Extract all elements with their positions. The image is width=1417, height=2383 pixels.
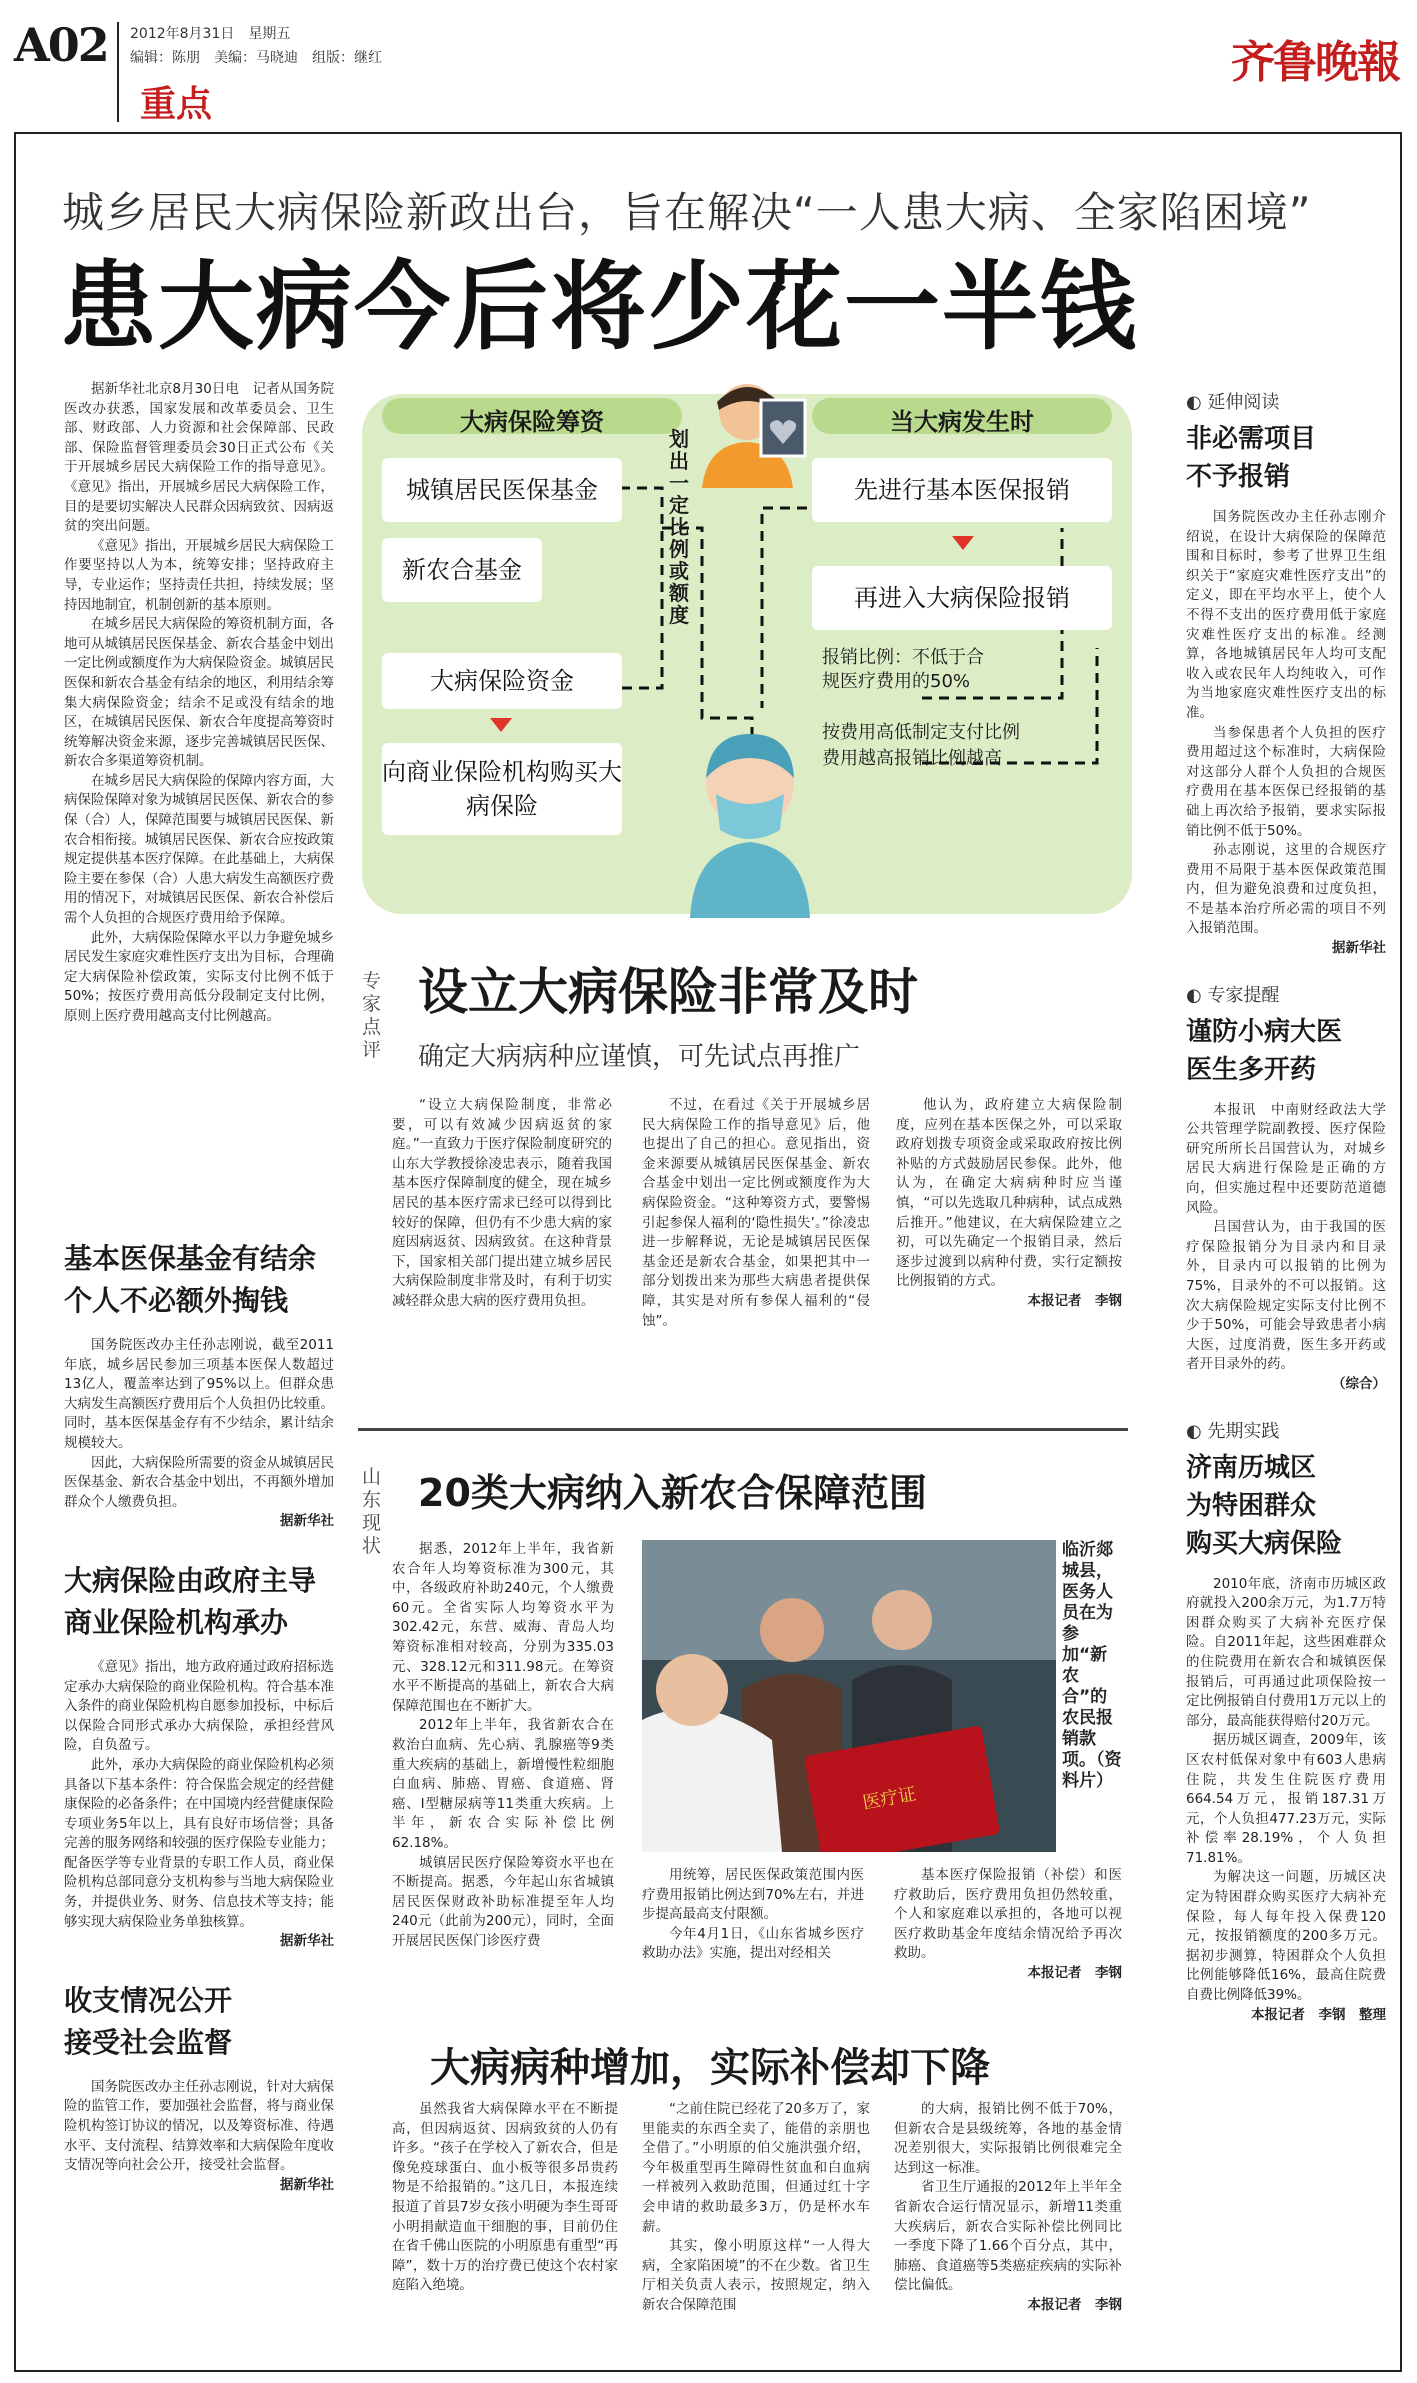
- heading-line: 基本医保基金有结余: [64, 1242, 317, 1275]
- source-credit: 据新华社: [280, 1513, 334, 1530]
- lead-paragraph: 在城乡居民大病保险的筹资机制方面，各地可从城镇居民医保基金、新农合基金中划出一定比例或额度作为大病保险资金。城镇居民医保和新农合基金有结余的地区，利用结余筹集大病保险资金；结余不足或没有结余的地区，在城镇居民医保、新农合年度提高筹资时统筹解决资金来源，逐步完善城镇居民医保、新农合多渠道筹资机制。: [64, 616, 334, 770]
- sidebar-tag: [1186, 981, 1386, 1007]
- diagram-right-title: 当大病发生时: [890, 408, 1034, 436]
- main-headline: 患大病今后将少花一半钱: [60, 251, 1138, 363]
- header-divider: [117, 22, 119, 122]
- subarticle-body: [64, 1658, 334, 1952]
- staff-line: 编辑：陈朋 美编：马晓迪 组版：继红: [130, 50, 382, 66]
- expert-title: 设立大病保险非常及时: [418, 963, 918, 1021]
- divider: [358, 1428, 1128, 1431]
- shandong-col3: 基本医疗保险报销（补偿）和医疗救助后，医疗费用负担仍然较重，个人和家庭难以承担的，各地可以视医疗救助基金年度结余情况给予再次救助。 本报记者 李钢: [894, 1866, 1122, 1984]
- left-column: [64, 1238, 334, 2223]
- subarticle-body: [64, 1336, 334, 1532]
- paragraph: 据历城区调查，2009年，该区农村低保对象中有603人患病住院，共发生住院医疗费用664.54万元，报销187.31万元，个人负担477.23万元，实际补偿率28.19%，个人负担71.81%。: [1186, 1732, 1386, 1866]
- sidebar-heading: [1186, 1449, 1386, 1563]
- paragraph: 《意见》指出，地方政府通过政府招标选定承办大病保险的商业保险机构。符合基本准入条件的商业保险机构自愿参加投标，中标后以保险合同形式承办大病保险，承担经营风险，自负盈亏。: [64, 1658, 334, 1754]
- source-credit: 据新华社: [280, 2176, 334, 2193]
- left-subarticle: [64, 1980, 334, 2196]
- heading-line: 为特困群众: [1186, 1490, 1317, 1521]
- expert-col3: 他认为，政府建立大病保险制度，应列在基本医保之外，可以采取政府划拨专项资金或采取政府按比例补贴的方式鼓励居民参保。此外，他认为，在确定大病病种时应当谨慎，“可以先选取几种病种，试点成熟后推开。”他建议，在大病保险建立之初，可以先确定一个报销目录，然后逐步过渡到以病种付费，实行定额按比例报销的方式。 本报记者 李钢: [896, 1096, 1122, 1312]
- byline: 本报记者 李钢: [1027, 1964, 1122, 1981]
- fund-urban-box: 城镇居民医保基金: [382, 458, 622, 522]
- left-subarticle: [64, 1560, 334, 1952]
- sidebar-body: [1186, 508, 1386, 959]
- doctor-icon: [680, 718, 820, 918]
- sidebar-body: [1186, 1575, 1386, 2026]
- lead-paragraph: 在城乡居民大病保险的保障内容方面，大病保险保障对象为城镇居民医保、新农合的参保（合）人，保障范围要与城镇居民医保、新农合相衔接。城镇居民医保、新农合应按政策规定提供基本医疗保障。在此基础上，大病保险主要在参保（合）人患大病发生高额医疗费用的情况下，对城镇居民医保、新农合补偿后需个人负担的合规医疗费用给予保障。: [64, 772, 334, 927]
- photo-image: [642, 1540, 1056, 1852]
- photo-caption: 临沂郯城县，医务人员在为参加“新农合”的农民报销款项。（资料片）: [1062, 1540, 1122, 1791]
- byline: 本报记者 李钢 整理: [1251, 2006, 1386, 2023]
- right-subarticle: [1186, 1417, 1386, 2026]
- ratio-note: 报销比例：不低于合规医疗费用的50%: [822, 647, 984, 692]
- paragraph: 2010年底，济南市历城区政府就投入200余万元，为1.7万特困群众购买了大病补充医疗保险。自2011年起，这些困难群众的住院费用在新农合和城镇医保报销后，可再通过此项保险按一定比例报销自付费用1万元以上的部分，最高能获得赔付20万元。: [1186, 1575, 1386, 1729]
- sidebar-heading: [1186, 1013, 1386, 1089]
- person-icon: [697, 380, 807, 490]
- expert-col1: “设立大病保险制度，非常必要，可以有效减少因病返贫的家庭。”一直致力于医疗保险制度研究的山东大学教授徐凌忠表示，随着我国基本医疗保障制度的健全，现在城乡居民的基本医疗需求已经可以得到比较好的保障，但仍有不少患大病的家庭因病返贫、因病致贫。在这种背景下，国家相关部门提出建立城乡居民大病保险制度非常及时，有利于切实减轻群众患大病的医疗费用负担。: [392, 1097, 612, 1309]
- half-circle-icon: ◐: [1186, 1420, 1208, 1442]
- date-line: 2012年8月31日 星期五: [130, 26, 291, 42]
- heading-line: 医生多开药: [1186, 1054, 1317, 1085]
- page-number: A02: [14, 18, 108, 72]
- heading-line: 收支情况公开: [64, 1983, 233, 2017]
- heading-line: 大病保险由政府主导: [64, 1563, 317, 1597]
- paragraph: 此外，承办大病保险的商业保险机构必须具备以下基本条件：符合保监会规定的经营健康保险的必备条件；在中国境内经营健康保险专项业务5年以上，具有良好市场信誉；具备完善的服务网络和较强的医疗保险专业能力；配备医学等专业背景的专职工作人员，商业保险机构总部同意分支机构参与当地大病保险业务，并提供业务、财务、信息技术等支持；能够实现大病保险业务单独核算。: [64, 1756, 334, 1930]
- source-credit: （综合）: [1332, 1375, 1386, 1392]
- half-circle-icon: ◐: [1186, 392, 1208, 413]
- right-column: [1186, 388, 1386, 2047]
- sidebar-tag: [1186, 1417, 1386, 1443]
- heading-line: 非必需项目: [1186, 424, 1317, 454]
- paragraph: 国务院医改办主任孙志刚介绍说，在设计大病保险的保障范围和目标时，参考了世界卫生组织关于“家庭灾难性医疗支出”的定义，即在平均水平上，使个人不得不支出的医疗费用低于家庭灾难性医疗支出的标准。经测算，各地城镇居民年人均可支配收入或农民年人均纯收入，可作为当地家庭灾难性医疗支出的标准。: [1186, 509, 1386, 721]
- arrow-down-icon: [490, 718, 512, 732]
- sidebar-tag-text: 先期实践: [1207, 1420, 1280, 1442]
- paragraph: 本报讯 中南财经政法大学公共管理学院副教授、医疗保险研究所所长吕国营认为，对城乡居民大病进行保险是正确的方向，但实施过程中还要防范道德风险。: [1186, 1101, 1386, 1216]
- subarticle-heading: [64, 1560, 334, 1644]
- paragraph: 因此，大病保险所需要的资金从城镇居民医保基金、新农合基金中划出，不再额外增加群众个人缴费负担。: [64, 1454, 334, 1510]
- shandong-col1: 据悉，2012年上半年，我省新农合年人均筹资标准为300元，其中，各级政府补助240元，个人缴费60元。全省实际人均筹资水平为302.42元，东营、威海、青岛人均筹资标准相对较高，分别为335.03元、328.12元和311.98元。在筹资水平不断提高的基础上，新农合大病保障范围也在不断扩大。 2012年上半年，我省新农合在救治白血病、先心病、乳腺癌等9类重大疾病的基础上，新增慢性粒细胞白血病、肺癌、胃癌、食道癌、肾癌、I型糖尿病等11类重大疾病。上半年，新农合实际补偿比例62.18%。 城镇居民医疗保险筹资水平也在不断提高。据悉，今年起山东省城镇居民医保财政补助标准提至年人均240元（此前为200元），同时，全面开展居民医保门诊医疗费: [392, 1541, 614, 1949]
- paragraph: 孙志刚说，这里的合规医疗费用不局限于基本医保政策范围内，但为避免浪费和过度负担，不是基本治疗所必需的项目不列入报销范围。: [1186, 842, 1386, 937]
- step-basic-box: 先进行基本医保报销: [812, 458, 1112, 522]
- sidebar-heading: [1186, 420, 1386, 496]
- heading-line: 个人不必额外掏钱: [64, 1284, 289, 1317]
- subarticle-body: [64, 2078, 334, 2196]
- heading-line: 商业保险机构承办: [64, 1605, 289, 1639]
- step-major-box: 再进入大病保险报销: [812, 566, 1112, 630]
- byline: 本报记者 李钢: [1027, 1292, 1122, 1309]
- sidebar-body: [1186, 1101, 1386, 1395]
- left-subarticle: [64, 1238, 334, 1532]
- sidebar-tag: [1186, 388, 1386, 414]
- subarticle-heading: [64, 1980, 334, 2064]
- heading-line: 不予报销: [1186, 462, 1291, 492]
- lead-paragraph: 《意见》指出，开展城乡居民大病保险工作要坚持以人为本，统筹安排；坚持政府主导，专业运作；坚持责任共担，持续发展；坚持因地制宜，机制创新的基本原则。: [64, 537, 334, 613]
- fund-rural-box: 新农合基金: [382, 538, 542, 602]
- lead-paragraph: 据新华社北京8月30日电 记者从国务院医改办获悉，国家发展和改革委员会、卫生部、财政部、人力资源和社会保障部、民政部、保险监督管理委员会30日正式公布《关于开展城乡居民大病保险工作的指导意见》。《意见》指出，开展城乡居民大病保险工作，目的是要切实解决人民群众因病致贫、因病返贫的突出问题。: [64, 381, 334, 535]
- page-header: [0, 0, 1417, 130]
- insurance-diagram: [362, 388, 1132, 928]
- lead-paragraph: 此外，大病保险保障水平以力争避免城乡居民发生家庭灾难性医疗支出为目标，合理确定大病保险补偿政策，实际支付比例不低于50%；按医疗费用高低分段制定支付比例，原则上医疗费用越高支付比例越高。: [64, 929, 334, 1024]
- shandong-tag: 山东现状: [362, 1466, 382, 1557]
- photo-new-rural-coop: [642, 1540, 1056, 1852]
- fund-buy-box: 向商业保险机构购买大病保险: [382, 743, 622, 835]
- expert-subtitle: 确定大病病种应谨慎，可先试点再推广: [418, 1042, 861, 1072]
- paragraph: 当参保患者个人负担的医疗费用超过这个标准时，大病保险对这部分人群个人负担的合规医疗费用在基本医保已经报销的基础上再次给予报销，要求实际报销比例不低于50%。: [1186, 724, 1386, 839]
- fund-major-box: 大病保险资金: [382, 653, 622, 709]
- arrow-down-icon: [952, 536, 974, 550]
- expert-col2: 不过，在看过《关于开展城乡居民大病保险工作的指导意见》后，他也提出了自己的担心。意见指出，资金来源要从城镇居民医保基金、新农合基金中划出一定比例或额度作为大病保险资金。“这种筹资方式，要警惕引起参保人福利的‘隐性损失’。”徐凌忠进一步解释说，无论是城镇居民医保基金还是新农合基金，如果把其中一部分划拨出来为那些大病患者提供保障，其实是对所有参保人福利的“侵蚀”。: [642, 1097, 870, 1329]
- source-credit: 据新华社: [1332, 940, 1386, 957]
- half-circle-icon: ◐: [1186, 984, 1208, 1006]
- bottom-title: 大病病种增加，实际补偿却下降: [430, 2045, 990, 2091]
- bottom-col3: 的大病，报销比例不低于70%，但新农合是县级统筹，各地的基金情况差别很大，实际报销比例很难完全达到这一标准。 省卫生厅通报的2012年上半年全省新农合运行情况显示，新增11类重大疾病后，新农合实际补偿比例同比一季度下降了1.66个百分点，其中，肺癌、食道癌等5类癌症疾病的实际补偿比偏低。 本报记者 李钢: [894, 2100, 1122, 2316]
- heading-line: 购买大病保险: [1186, 1528, 1343, 1559]
- lead-article: [64, 380, 334, 1027]
- paragraph: 为解决这一问题，历城区决定为特困群众购买医疗大病补充保险，每人每年投入保费120元，按报销额度的200多万元。据初步测算，特困群众个人负担比例能够降低16%，最高住院费自费比例降低39%。: [1186, 1869, 1386, 2004]
- sidebar-tag-text: 专家提醒: [1207, 984, 1280, 1006]
- subarticle-heading: [64, 1238, 334, 1322]
- svg-text:医疗证: 医疗证: [861, 1783, 918, 1814]
- byline: 本报记者 李钢: [1027, 2296, 1122, 2313]
- heading-line: 谨防小病大医: [1186, 1016, 1343, 1047]
- expert-tag: 专家点评: [362, 970, 382, 1061]
- shandong-title: 20类大病纳入新农合保障范围: [418, 1471, 927, 1515]
- right-subarticle: [1186, 981, 1386, 1395]
- tier-note: 按费用高低制定支付比例费用越高报销比例越高: [822, 722, 1020, 769]
- kicker-headline: 城乡居民大病保险新政出台，旨在解决“一人患大病、全家陷困境”: [62, 188, 1312, 237]
- vertical-note: 划出一定比例或额度: [669, 427, 689, 627]
- paragraph: 国务院医改办主任孙志刚说，针对大病保险的监管工作，要加强社会监督，将与商业保险机构签订协议的情况，以及筹资标准、待遇水平、支付流程、结算效率和大病保险年度收支情况等向社会公开，接受社会监督。: [64, 2078, 334, 2174]
- heading-line: 济南历城区: [1186, 1452, 1317, 1483]
- shandong-col2: 用统筹，居民医保政策范围内医疗费用报销比例达到70%左右，并进步提高最高支付限额。 今年4月1日，《山东省城乡医疗救助办法》实施，提出对经相关: [642, 1867, 864, 1962]
- bottom-col1: 虽然我省大病保障水平在不断提高，但因病返贫、因病致贫的人仍有许多。“孩子在学校入了新农合，但是像免疫球蛋白、血小板等很多昂贵药物是不给报销的。”这几日，本报连续报道了首县7岁女孩小明硬为李生哥哥小明捐献造血干细胞的事，目前仍住在省千佛山医院的小明原患有重型“再障”，数十万的治疗费已使这个农村家庭陷入绝境。: [392, 2101, 618, 2294]
- header-meta: [130, 22, 382, 70]
- source-credit: 据新华社: [280, 1933, 334, 1950]
- bottom-col2: “之前住院已经花了20多万了，家里能卖的东西全卖了，能借的亲朋也全借了。”小明原的伯父施洪强介绍，今年极重型再生障碍性贫血和白血病一样被列入救助范围，但通过红十字会申请的救助最多3万，仍是杯水车薪。 其实，像小明原这样“一人得大病，全家陷困境”的不在少数。省卫生厅相关负责人表示，按照规定，纳入新农合保障范围: [642, 2101, 870, 2313]
- section-label: 重点: [140, 84, 213, 125]
- paragraph: 国务院医改办主任孙志刚说，截至2011年底，城乡居民参加三项基本医保人数超过13亿人，覆盖率达到了95%以上。但群众患大病发生高额医疗费用后个人负担仍比较重。同时，基本医保基金存有不少结余，累计结余规模较大。: [64, 1337, 334, 1451]
- diagram-left-title: 大病保险筹资: [460, 408, 604, 436]
- paragraph: 吕国营认为，由于我国的医疗保险报销分为目录内和目录外，目录内可以报销的比例为75%，目录外的不可以报销。这次大病保险规定实际支付比例不少于50%，可能会导致患者小病大医，过度消费，医生多开药或者开目录外的药。: [1186, 1219, 1386, 1373]
- heading-line: 接受社会监督: [64, 2025, 233, 2059]
- sidebar-tag-text: 延伸阅读: [1207, 392, 1280, 413]
- right-subarticle: [1186, 388, 1386, 959]
- newspaper-logo: 齐鲁晚報: [1231, 37, 1399, 88]
